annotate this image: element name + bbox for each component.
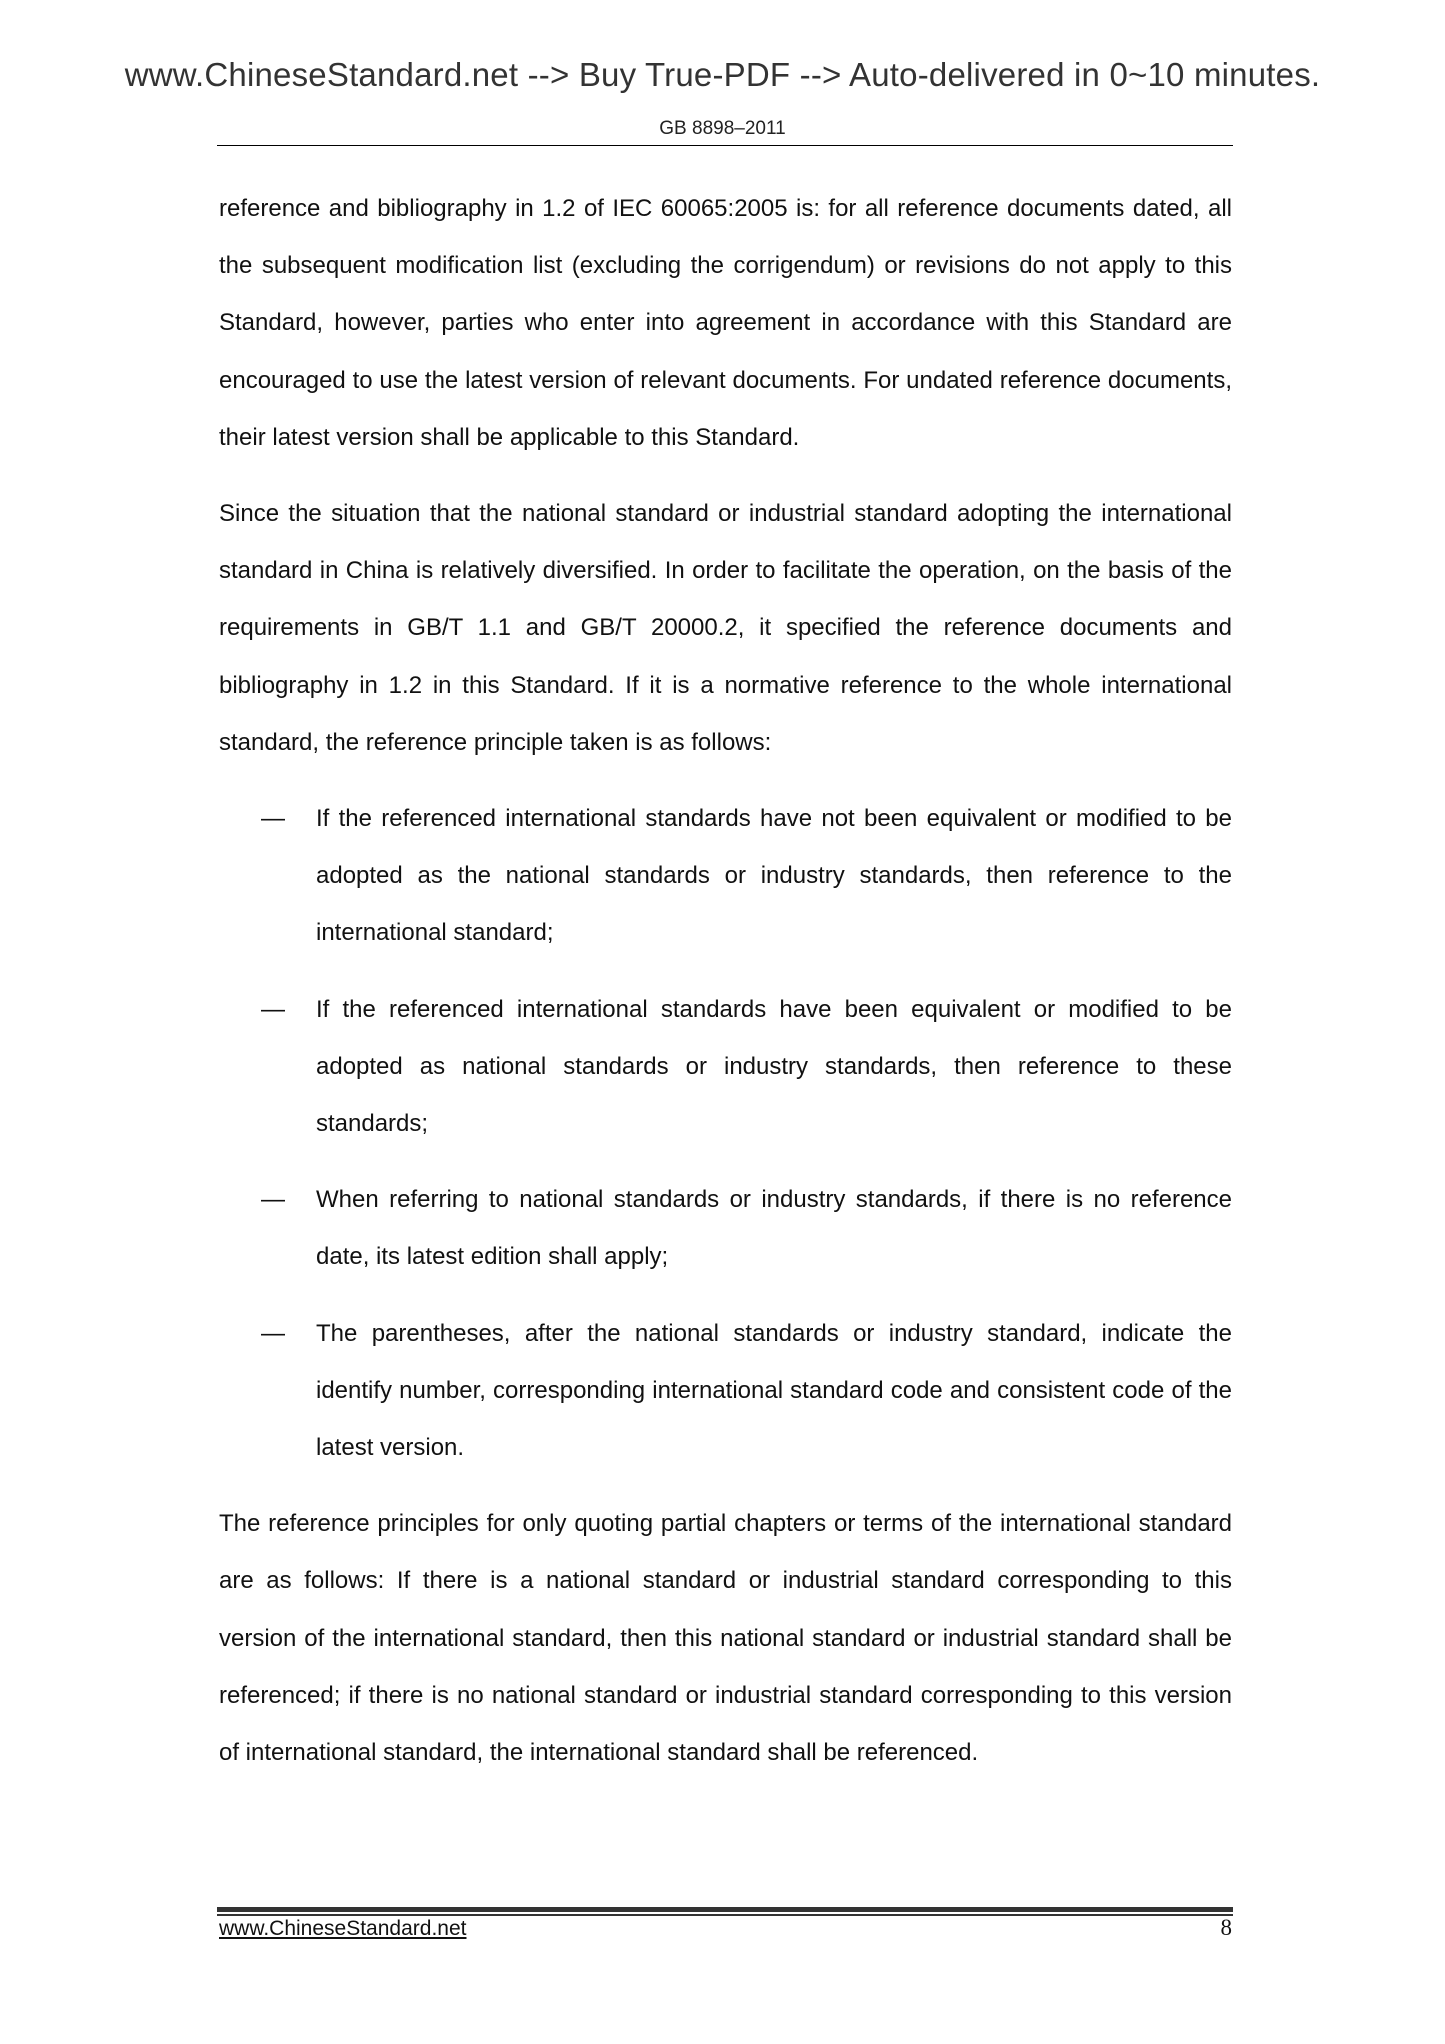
list-item [219,1171,1232,1285]
list-item [219,1305,1232,1477]
dash-bullet: — [261,805,285,833]
dash-bullet: — [261,1186,285,1214]
paragraph-partial-reference: The reference principles for only quoting partial chapters or terms of the international standard are as follows: If there is a national standard or industrial standard corresponding to this version of the international standard, then this national standard or industrial standard shall be referenced; if there is no national standard or industrial standard corresponding to this version of international standard, the international standard shall be referenced. [219,1510,1232,1767]
document-body [219,180,1232,1800]
list-item-text: If the referenced international standards have not been equivalent or modified to be adopted as the national standards or industry standards, then reference to the international standard; [316,805,1232,947]
paragraph-reference-situation: Since the situation that the national standard or industrial standard adopting the international standard in China is relatively diversified. In order to facilitate the operation, on the basis of the requirements in GB/T 1.1 and GB/T 20000.2, it specified the reference documents and bibliography in 1.2 in this Standard. If it is a normative reference to the whole international standard, the reference principle taken is as follows: [219,500,1232,756]
list-item-text: If the referenced international standards have been equivalent or modified to be adopted as national standards or industry standards, then reference to these standards; [316,995,1232,1138]
dash-bullet: — [261,995,285,1023]
paragraph-reference-bibliography: reference and bibliography in 1.2 of IEC 60065:2005 is: for all reference documents dated, all the subsequent modification list (excluding the corrigendum) or revisions do not apply to this Standard, however, parties who enter into agreement in accordance with this Standard are encouraged to use the latest version of relevant documents. For undated reference documents, their latest version shall be applicable to this Standard. [219,195,1232,451]
page-number: 8 [1220,1915,1232,1940]
list-item [219,981,1232,1153]
standard-code: GB 8898–2011 [659,118,786,139]
list-item [219,790,1232,962]
header-divider [217,145,1233,146]
footer-website-link[interactable]: www.ChineseStandard.net [219,1917,467,1940]
footer-divider-thick [217,1907,1233,1912]
header-banner: www.ChineseStandard.net --> Buy True-PDF --> Auto-delivered in 0~10 minutes. [124,56,1321,93]
dash-bullet: — [261,1319,285,1347]
list-item-text: The parentheses, after the national standards or industry standard, indicate the identify number, corresponding international standard code and consistent code of the latest version. [316,1319,1232,1462]
list-item-text: When referring to national standards or industry standards, if there is no reference date, its latest edition shall apply; [316,1186,1232,1271]
footer-divider [217,1907,1233,1916]
footer-divider-thin [217,1914,1233,1916]
